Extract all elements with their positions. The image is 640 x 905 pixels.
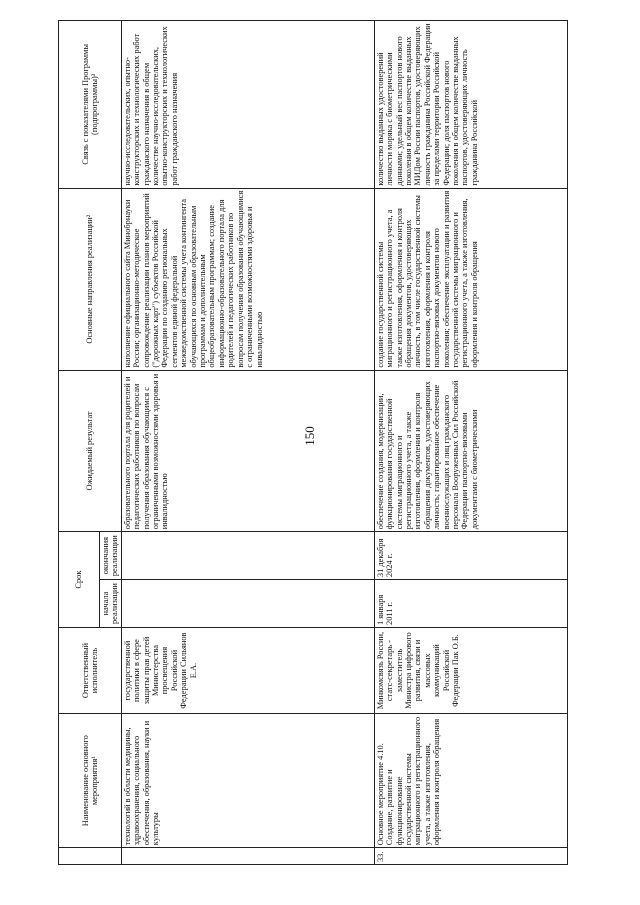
header-indicators: Связь с показателями Программы (подпрограммы)³ [59, 21, 122, 189]
rotated-table-container [58, 20, 558, 865]
header-end: окончания реализации [100, 532, 122, 580]
cell-end: 31 декабря 2024 г. [374, 532, 567, 580]
header-term: Срок [59, 532, 100, 628]
footer-document-code [0, 820, 1, 862]
header-number [59, 848, 122, 865]
cell-executor: государственной политики в сфере защиты прав детей Министерства просвещения Российской Федерации Сильянов Е.А. [121, 627, 374, 713]
header-name: Наименование основного мероприятия¹ [59, 714, 122, 848]
cell-result: обеспечение создания, модернизации, функционирования государственной системы миграционного и регистрационного учета, а также изготовления, оформления и контроля обращения документов, удостоверяющих личность; гарантированное обеспечение военнослужащих и лиц гражданского персонала Вооруженных Сил Российской Федерации паспортно-визовыми документами с биометрическими [374, 370, 567, 532]
cell-result: образовательного портала для родителей и педагогических работников по вопросам получения образования обучающимся с ограниченными возможностями здоровья и инвалидностью [121, 370, 374, 532]
header-start: начала реализации [100, 580, 122, 628]
table-row-continuation [121, 21, 374, 865]
cell-start [121, 580, 374, 628]
header-directions: Основные направления реализации² [59, 188, 122, 370]
cell-number [121, 848, 374, 865]
cell-directions: наполнение официального сайта Минобрнауки России; организационно-методическое сопровождение реализации планов мероприятий ("дорожных карт") субъектов Российской Федерации по созданию региональных сегментов единой федеральной межведомственной системы учета контингента обучающихся по основным образовательным программам и дополнительным общеобразовательным программам; создание информационно-образовательного портала для родителей и педагогических работников по вопросам получения образования обучающимися с ограниченными возможностями здоровья и инвалидностью [121, 188, 374, 370]
cell-indicators: количество выданных удостоверений личности моряка с биометрическими данными; удельный вес паспортов нового поколения в общем количестве выданных МИДом России паспортов, удостоверяющих личность гражданина Российской Федерации за пределами территории Российской Федерации; доля паспортов нового поколения в общем количестве выданных паспортов, удостоверяющих личность гражданина Российской [374, 21, 567, 189]
cell-number: 33. [374, 848, 567, 865]
program-table [58, 20, 568, 865]
cell-directions: создание государственной системы миграционного и регистрационного учета, а также изготовления, оформления и контроля обращения документов, удостоверяющих личность, в том числе государственной системы изготовления, оформления и контроля паспортно-визовых документов нового поколения; обеспечение эксплуатации и развития государственной системы миграционного и регистрационного учета, а также изготовления, оформления и контроля обращения [374, 188, 567, 370]
cell-executor: Минкомсвязь России, статс-секретарь - заместитель Министра цифрового развития, связи и массовых коммуникаций Российской Федерации Пак О.Б. [374, 627, 567, 713]
header-executor: Ответственный исполнитель [59, 627, 122, 713]
cell-name: Основное мероприятие 4.10. Создание, развитие и функционирование государственной системы миграционного и регистрационного учета, а также изготовления, оформления и контроля обращения [374, 714, 567, 848]
header-result: Ожидаемый результат [59, 370, 122, 532]
cell-end [121, 532, 374, 580]
page-number: 150 [301, 426, 317, 446]
cell-name: технологий в области медицины, здравоохранения, социального обеспечения, образования, науки и культуры [121, 714, 374, 848]
cell-indicators: научно-исследовательских, опытно-конструкторских и технологических работ гражданского назначения в общем количестве научно-исследовательских, опытно-конструкторских и технологических работ гражданского назначения [121, 21, 374, 189]
table-row-33 [374, 21, 567, 865]
cell-start: 1 января 2011 г. [374, 580, 567, 628]
